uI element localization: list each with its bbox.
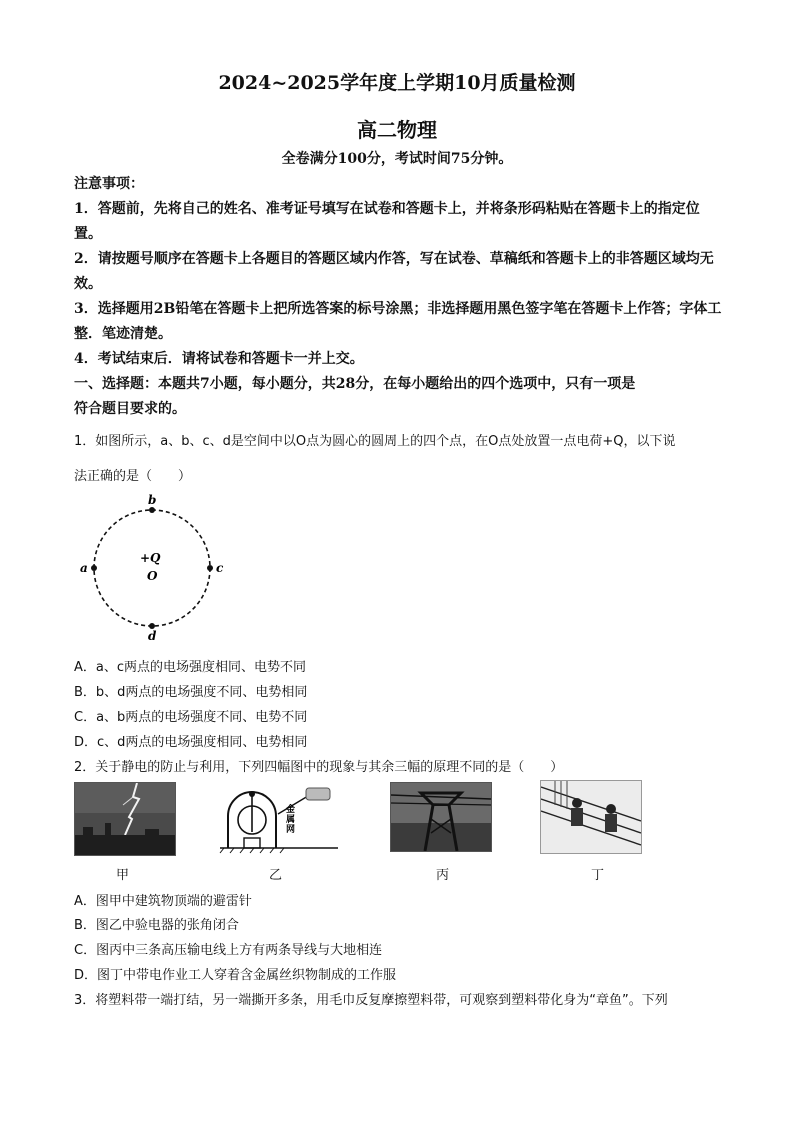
notes-heading: 注意事项： <box>74 176 144 192</box>
point-a <box>91 565 97 571</box>
point-c <box>207 565 213 571</box>
dashed-circle <box>94 510 210 626</box>
exam-info: 全卷满分100分，考试时间75分钟。 <box>281 151 513 167</box>
mesh-label-char-1: 金 <box>286 805 296 815</box>
figure-label-bing: 丙 <box>436 868 450 883</box>
q1-option-d: D．c、d两点的电场强度相同、电势相同 <box>74 735 308 750</box>
label-c: c <box>216 561 224 575</box>
mesh-label-char-2: 属 <box>286 815 296 825</box>
q1-option-b: B．b、d两点的电场强度不同、电势相同 <box>74 685 308 700</box>
notes-section <box>74 172 724 422</box>
label-charge: +Q <box>140 551 161 565</box>
figure-label-ding: 丁 <box>591 868 605 883</box>
q2-option-d: D．图丁中带电作业工人穿着含金属丝织物制成的工作服 <box>74 968 397 983</box>
q2-option-c: C．图丙中三条高压输电线上方有两条导线与大地相连 <box>74 943 383 958</box>
diagram-yi-electroscope <box>214 782 344 854</box>
q2-option-b: B．图乙中验电器的张角闭合 <box>74 918 239 933</box>
exam-title: 2024~2025学年度上学期10月质量检测 <box>218 72 576 94</box>
q1-option-c: C．a、b两点的电场强度不同、电势不同 <box>74 710 308 725</box>
q1-stem-line2: 法正确的是（ ） <box>74 469 192 484</box>
figure-label-yi: 乙 <box>269 868 283 883</box>
photo-ding-worker <box>540 780 642 854</box>
q2-option-a: A．图甲中建筑物顶端的避雷针 <box>74 894 252 909</box>
label-a: a <box>80 561 88 575</box>
section-heading-line1: 一、选择题：本题共7小题，每小题分，共28分，在每小题给出的四个选项中，只有一项是 <box>74 376 636 392</box>
q2-stem: 2．关于静电的防止与利用，下列四幅图中的现象与其余三幅的原理不同的是（ ） <box>74 760 564 775</box>
photo-bing-tower <box>390 782 492 852</box>
label-b: b <box>148 493 157 507</box>
subject-title: 高二物理 <box>357 118 437 142</box>
label-d: d <box>148 629 157 643</box>
mesh-label-char-3: 网 <box>286 825 296 835</box>
note-item: 4．考试结束后．请将试卷和答题卡一并上交。 <box>74 351 364 367</box>
note-item: 1．答题前，先将自己的姓名、准考证号填写在试卷和答题卡上，并将条形码粘贴在答题卡上的指定位置。 <box>74 201 700 242</box>
point-b <box>149 507 155 513</box>
q1-stem-line1: 1．如图所示，a、b、c、d是空间中以O点为圆心的圆周上的四个点，在O点处放置一点电荷+Q，以下说 <box>74 434 676 449</box>
q3-stem-line1: 3．将塑料带一端打结，另一端撕开多条，用毛巾反复摩擦塑料带，可观察到塑料带化身为“章鱼”。下列 <box>74 993 668 1008</box>
q1-option-a: A．a、c两点的电场强度相同、电势不同 <box>74 660 307 675</box>
note-item: 2．请按题号顺序在答题卡上各题目的答题区域内作答，写在试卷、草稿纸和答题卡上的非答题区域均无效。 <box>74 251 714 292</box>
note-item: 3．选择题用2B铅笔在答题卡上把所选答案的标号涂黑；非选择题用黑色签字笔在答题卡上作答；字体工整．笔迹清楚。 <box>74 301 722 342</box>
photo-jia-lightning <box>74 782 176 856</box>
q1-circle-figure <box>74 492 234 644</box>
section-heading-line2: 符合题目要求的。 <box>74 401 186 417</box>
figure-label-jia: 甲 <box>116 868 130 883</box>
label-center: O <box>147 569 158 583</box>
